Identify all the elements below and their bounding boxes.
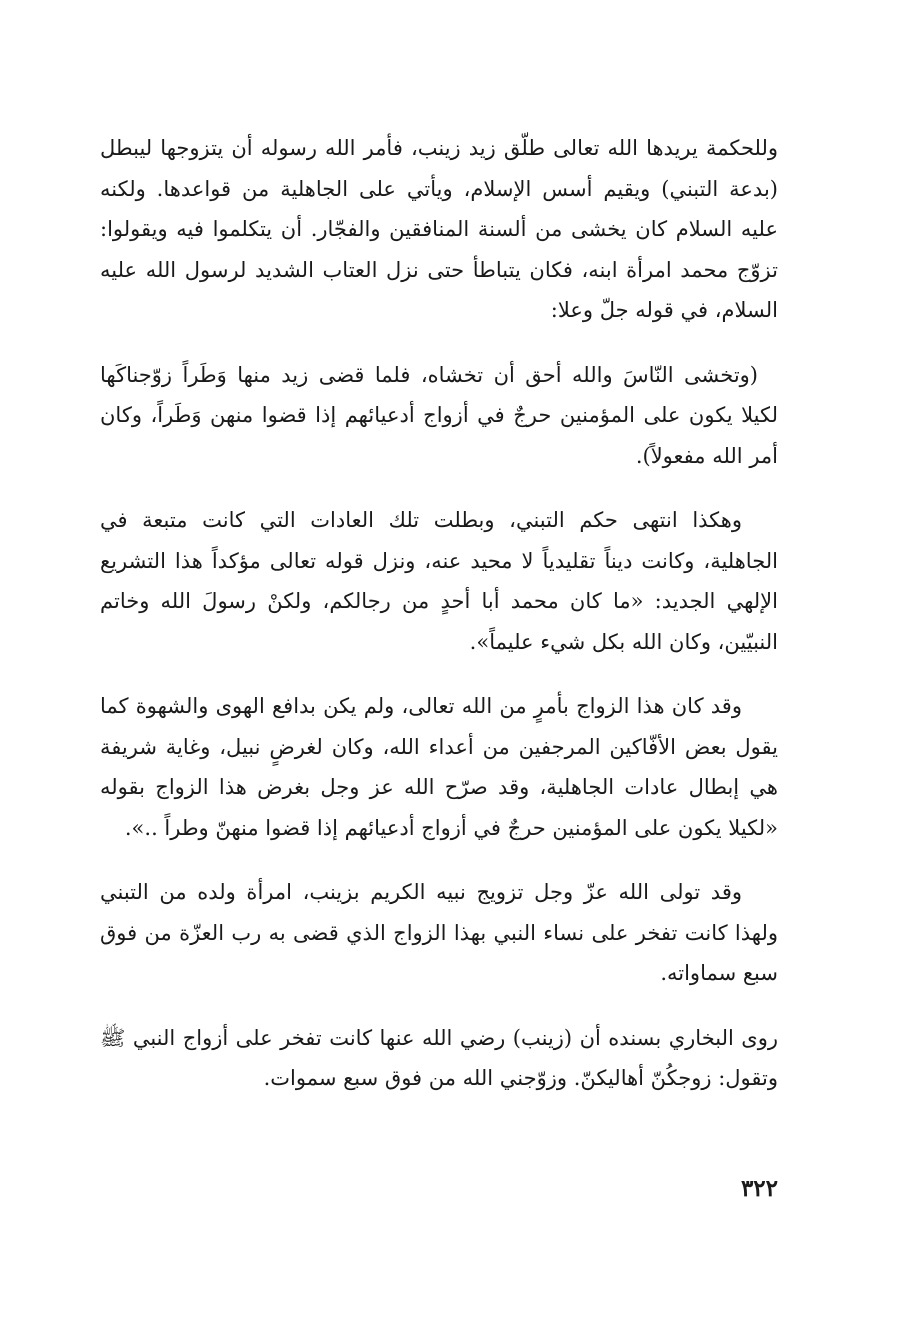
paragraph-marriage-purpose: وقد كان هذا الزواج بأمرٍ من الله تعالى، ولم يكن بدافع الهوى والشهوة كما يقول بعض الأفّاكين المرجفين من أعداء الله، وكان لغرضٍ نبيل، وغاية شريفة هي إبطال عادات الجاهلية، وقد صرّح الله عز وجل بغرض هذا الزواج بقوله «لكيلا يكون على المؤمنين حرجٌ في أزواج أدعيائهم إذا قضوا منهنّ وطراً ..». [100,694,778,840]
paragraph-quran-quote: (وتخشى النّاسَ والله أحق أن تخشاه، فلما قضى زيد منها وَطَراً زوّجناكَها لكيلا يكون على المؤمنين حرجٌ في أزواج أدعيائهم إذا قضوا منهن وَطَراً، وكان أمر الله مفعولاً). [100,362,778,468]
paragraph-tabanni-end: وهكذا انتهى حكم التبني، وبطلت تلك العادات التي كانت متبعة في الجاهلية، وكانت ديناً تقليدياً لا محيد عنه، ونزل قوله تعالى مؤكداً هذا التشريع الإلهي الجديد: «ما كان محمد أبا أحدٍ من رجالكم، ولكنْ رسولَ الله وخاتم النبيّين، وكان الله بكل شيء عليماً». [100,508,778,654]
paragraph-bukhari-narration: روى البخاري بسنده أن (زينب) رضي الله عنها كانت تفخر على أزواج النبي ﷺ وتقول: زوجكُنّ أهاليكنّ. وزوّجني الله من فوق سبع سموات. [100,1025,779,1090]
paragraph-hikma: وللحكمة يريدها الله تعالى طلّق زيد زينب، فأمر الله رسوله أن يتزوجها ليبطل (بدعة التبني) ويقيم أسس الإسلام، ويأتي على الجاهلية من قواعدها. ولكنه عليه السلام كان يخشى من ألسنة المنافقين والفجّار. أن يتكلموا فيه ويقولوا: تزوّج محمد امرأة ابنه، فكان يتباطأ حتى نزل العتاب الشديد لرسول الله عليه السلام، في قوله جلّ وعلا: [100,136,778,322]
page-body-text [100,128,778,1123]
page-number: ٣٢٢ [740,1175,778,1202]
paragraph-divine-marriage: وقد تولى الله عزّ وجل تزويج نبيه الكريم بزينب، امرأة ولده من التبني ولهذا كانت تفخر على نساء النبي بهذا الزواج الذي قضى به رب العزّة من فوق سبع سماواته. [100,880,778,985]
